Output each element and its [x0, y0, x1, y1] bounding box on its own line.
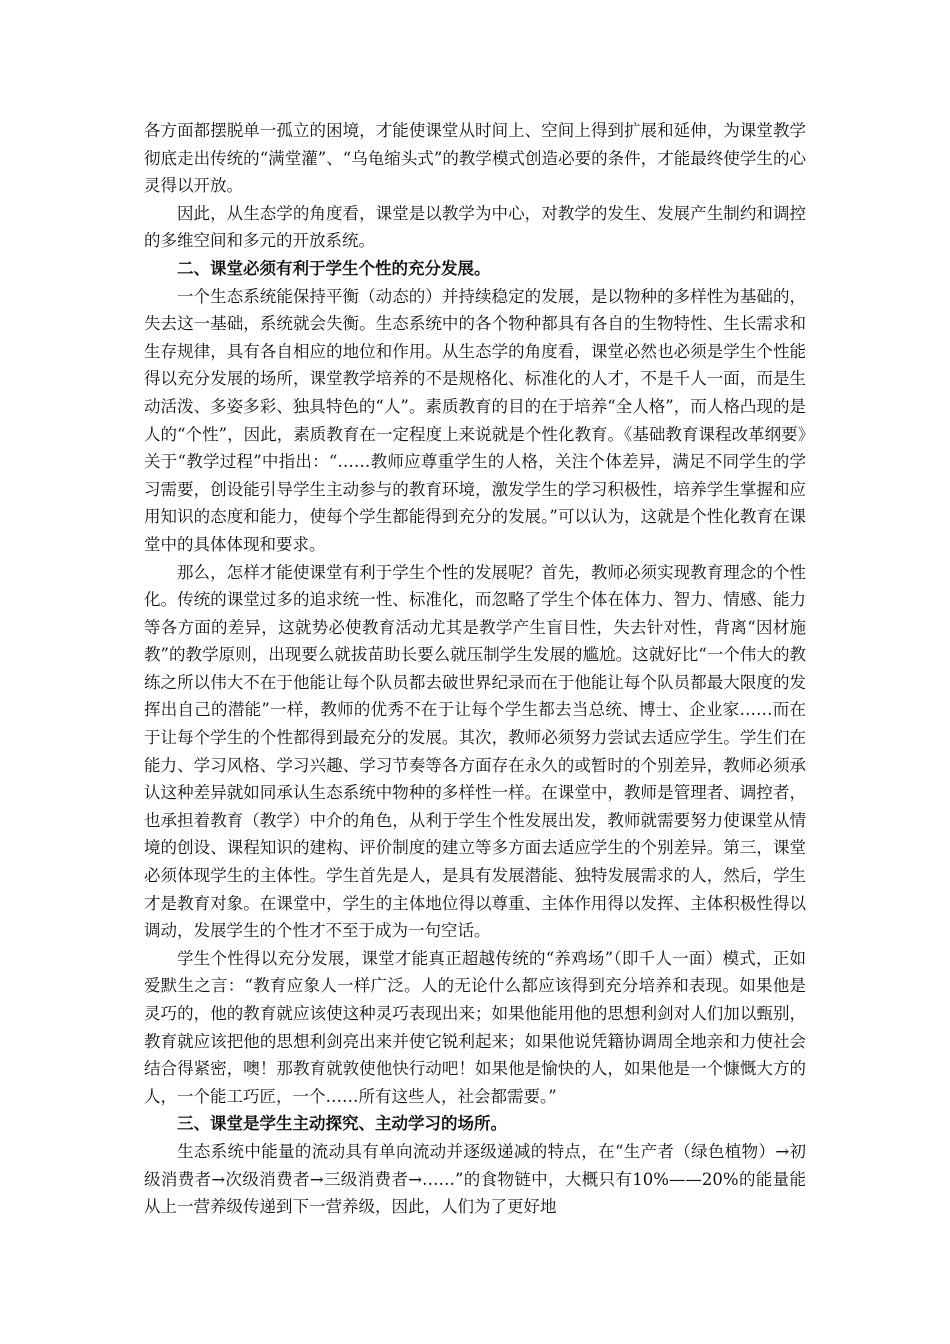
paragraph-continuation: 各方面都摆脱单一孤立的困境，才能使课堂从时间上、空间上得到扩展和延伸，为课堂教学彻底走出传统的“满堂灌”、“乌龟缩头式”的教学模式创造必要的条件，才能最终使学生的心灵得以开放。: [144, 121, 806, 196]
section-heading-2: 二、课堂必须有利于学生个性的充分发展。: [177, 258, 491, 278]
paragraph-ecosystem-balance: 一个生态系统能保持平衡（动态的）并持续稳定的发展，是以物种的多样性为基础的，失去这一基础，系统就会失衡。生态系统中的各个物种都具有各自的生物特性、生长需求和生存规律，具有各自相应的地位和作用。从生态学的角度看，课堂必然也必须是学生个性能得以充分发展的场所，课堂教学培养的不是规格化、标准化的人才，不是千人一面，而是生动活泼、多姿多彩、独具特色的“人”。素质教育的目的在于培养“全人格”，而人格凸现的是人的“个性”，因此，素质教育在一定程度上来说就是个性化教育。《基础教育课程改革纲要》关于“教学过程”中指出：“……教师应尊重学生的人格，关注个体差异，满足不同学生的学习需要，创设能引导学生主动参与的教育环境，激发学生的学习积极性，培养学生掌握和应用知识的态度和能力，使每个学生都能得到充分的发展。”可以认为，这就是个性化教育在课堂中的具体体现和要求。: [144, 286, 806, 554]
paragraph-energy-flow: 生态系统中能量的流动具有单向流动并逐级递减的特点，在“生产者（绿色植物）→初级消费者→次级消费者→三级消费者→……”的食物链中，大概只有10%——20%的能量能从上一营养级传递到下一营养级，因此，人们为了更好地: [144, 1141, 806, 1217]
document-page: [144, 117, 806, 1221]
paragraph-emerson-quote: 学生个性得以充分发展，课堂才能真正超越传统的“养鸡场”（即千人一面）模式，正如爱默生之言：“教育应象人一样广泛。人的无论什么都应该得到充分培养和表现。如果他是灵巧的，他的教育就应该使这种灵巧表现出来；如果他能用他的思想利剑对人们加以甄别，教育就应该把他的思想利剑亮出来并使它锐利起来；如果他说凭籍协调周全地亲和力使社会结合得紧密，噢！那教育就敦使他快行动吧！如果他是愉快的人，如果他是一个慷慨大方的人，一个能工巧匠，一个……所有这些人，社会都需要。”: [144, 948, 806, 1106]
paragraph-ecology-view: 因此，从生态学的角度看，课堂是以教学为中心，对教学的发生、发展产生制约和调控的多维空间和多元的开放系统。: [144, 203, 806, 251]
paragraph-how-to: 那么，怎样才能使课堂有利于学生个性的发展呢？首先，教师必须实现教育理念的个性化。传统的课堂过多的追求统一性、标准化，而忽略了学生个体在体力、智力、情感、能力等各方面的差异，这就势必使教育活动尤其是教学产生盲目性，失去针对性，背离“因材施教”的教学原则，出现要么就拔苗助长要么就压制学生发展的尴尬。这就好比“一个伟大的教练之所以伟大不在于他能让每个队员都去破世界纪录而在于他能让每个队员都最大限度的发挥出自己的潜能”一样，教师的优秀不在于让每个学生都去当总统、博士、企业家……而在于让每个学生的个性都得到最充分的发展。其次，教师必须努力尝试去适应学生。学生们在能力、学习风格、学习兴趣、学习节奏等各方面存在永久的或暂时的个别差异，教师必须承认这种差异就如同承认生态系统中物种的多样性一样。在课堂中，教师是管理者、调控者，也承担着教育（教学）中介的角色，从利于学生个性发展出发，教师就需要努力使课堂从情境的创设、课程知识的建构、评价制度的建立等多方面去适应学生的个别差异。第三，课堂必须体现学生的主体性。学生首先是人，是具有发展潜能、独特发展需求的人，然后，学生才是教育对象。在课堂中，学生的主体地位得以尊重、主体作用得以发挥、主体积极性得以调动，发展学生的个性才不至于成为一句空话。: [144, 562, 806, 941]
section-heading-3: 三、课堂是学生主动探究、主动学习的场所。: [177, 1114, 507, 1134]
